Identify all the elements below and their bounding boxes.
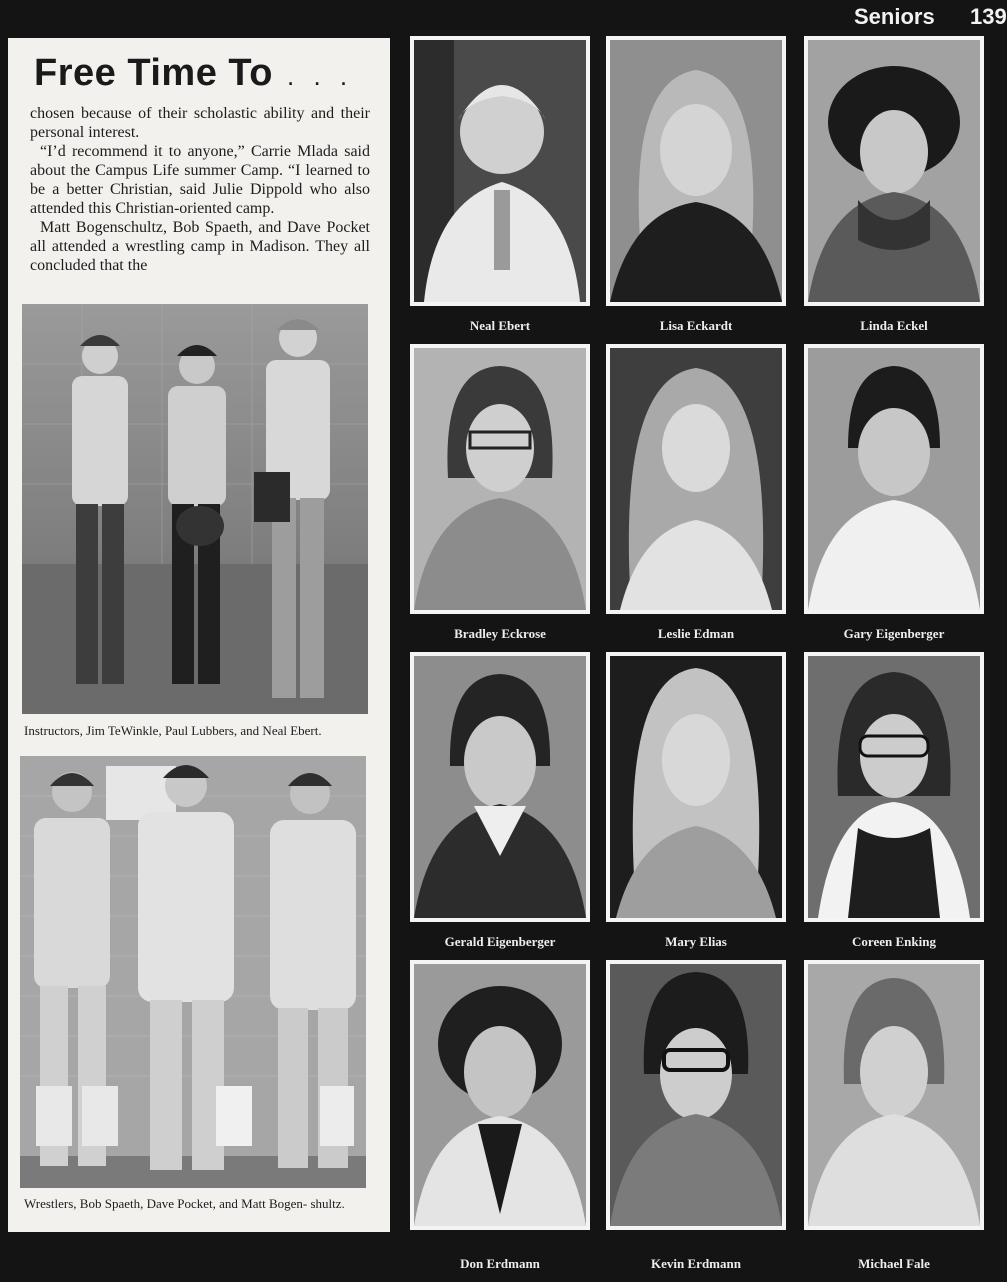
- portrait-name: Mary Elias: [665, 934, 727, 949]
- portrait-photo: [610, 40, 782, 302]
- page-number: 139: [970, 4, 1007, 29]
- portrait-photo: [414, 348, 586, 610]
- portrait-name: Coreen Enking: [852, 934, 936, 949]
- article-title-text: Free Time To: [34, 52, 273, 94]
- portrait-photo: [610, 656, 782, 918]
- portrait-name: Neal Ebert: [469, 318, 531, 333]
- portrait-name: Leslie Edman: [657, 626, 735, 641]
- page-header: [800, 4, 1007, 36]
- portrait-card: [410, 960, 590, 1230]
- portrait-card: [804, 344, 984, 614]
- portrait-card: [410, 344, 590, 614]
- article-paragraph: “I’d recommend it to anyone,” Carrie Mlada said about the Campus Life summer Camp. “I learned to be a better Christian, said Julie Dippold who also attended this Christian-oriented camp.: [30, 143, 370, 217]
- portrait-photo: [414, 40, 586, 302]
- portrait-card: [410, 652, 590, 922]
- portrait-name: Michael Fale: [858, 1256, 930, 1271]
- portrait-photo: [808, 348, 980, 610]
- portrait-name: Lisa Eckardt: [659, 318, 733, 333]
- portrait-card: [606, 344, 786, 614]
- portrait-card: [804, 960, 984, 1230]
- wrestlers-caption: Wrestlers, Bob Spaeth, Dave Pocket, and Matt Bogen- shultz.: [24, 1196, 345, 1211]
- section-label: Seniors: [854, 4, 935, 29]
- portrait-photo: [808, 964, 980, 1226]
- portrait-photo: [610, 964, 782, 1226]
- portrait-card: [804, 36, 984, 306]
- article-body: [30, 104, 370, 275]
- portrait-photo: [414, 656, 586, 918]
- portrait-photo: [808, 656, 980, 918]
- portrait-photo: [610, 348, 782, 610]
- portrait-card: [410, 36, 590, 306]
- portrait-name: Bradley Eckrose: [454, 626, 546, 641]
- article-panel: [8, 38, 390, 1232]
- portrait-name: Linda Eckel: [860, 318, 928, 333]
- portrait-photo: [414, 964, 586, 1226]
- article-paragraph: Matt Bogenschultz, Bob Spaeth, and Dave Pocket all attended a wrestling camp in Madison. They all concluded that the: [30, 219, 370, 274]
- article-title-ellipsis: . . .: [287, 61, 354, 91]
- portrait-name: Gerald Eigenberger: [444, 934, 556, 949]
- wrestlers-photo: [20, 756, 366, 1188]
- article-title: [34, 52, 353, 95]
- portrait-name: Gary Eigenberger: [843, 626, 945, 641]
- portrait-name: Don Erdmann: [460, 1256, 540, 1271]
- portrait-photo: [808, 40, 980, 302]
- portrait-card: [804, 652, 984, 922]
- portrait-card: [606, 652, 786, 922]
- instructors-caption: Instructors, Jim TeWinkle, Paul Lubbers, and Neal Ebert.: [24, 723, 322, 738]
- portrait-card: [606, 36, 786, 306]
- article-paragraph: chosen because of their scholastic ability and their personal interest.: [30, 105, 370, 141]
- portrait-card: [606, 960, 786, 1230]
- instructors-photo: [22, 304, 368, 714]
- portrait-name: Kevin Erdmann: [651, 1256, 741, 1271]
